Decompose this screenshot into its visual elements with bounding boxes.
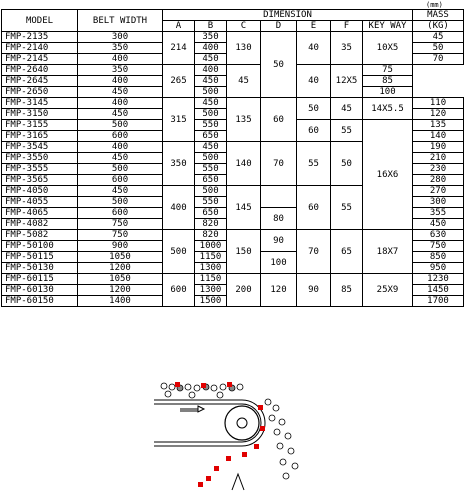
f-cell: 65 [331,230,363,274]
d-cell: 80 [261,208,297,230]
belt-width-cell: 350 [78,43,163,54]
b-header: B [195,21,227,32]
c-cell: 145 [227,186,261,230]
b-cell: 650 [195,208,227,219]
b-cell: 550 [195,120,227,131]
b-cell: 1000 [195,241,227,252]
mass-cell: 70 [413,54,464,65]
model-cell: FMP-2140 [2,43,78,54]
key-way-cell: 25X9 [363,274,413,307]
model-cell: FMP-60115 [2,274,78,285]
key-way-cell: 18X7 [363,230,413,274]
b-cell: 820 [195,219,227,230]
f-cell: 40 [297,65,331,98]
b-cell: 350 [195,32,227,43]
mass-cell: 1230 [413,274,464,285]
belt-width-cell: 450 [78,153,163,164]
d-cell [261,186,297,208]
b-cell: 450 [195,98,227,109]
model-cell: FMP-3550 [2,153,78,164]
belt-width-cell: 1050 [78,274,163,285]
b-cell: 1500 [195,296,227,307]
key-way-cell: 10X5 [363,32,413,65]
b-cell: 500 [195,153,227,164]
c-header: C [227,21,261,32]
key-way-header: KEY WAY [363,21,413,32]
mass-unit-header: (KG) [413,21,464,32]
mass-cell: 300 [413,197,464,208]
splitter-plate [232,474,244,490]
mass-cell: 355 [413,208,464,219]
magnetic-pulley [225,406,259,440]
model-cell: FMP-3145 [2,98,78,109]
mass-cell: 280 [413,175,464,186]
d-cell: 60 [261,98,297,142]
f-cell: 55 [331,120,363,142]
model-cell: FMP-2145 [2,54,78,65]
model-cell: FMP-50100 [2,241,78,252]
b-cell: 500 [195,186,227,197]
b-cell: 650 [195,131,227,142]
mass-cell: 140 [413,131,464,142]
d-cell: 50 [261,32,297,98]
e-cell: 60 [297,120,331,142]
belt-width-cell: 500 [78,197,163,208]
e-cell: 50 [297,98,331,120]
belt-width-cell: 1400 [78,296,163,307]
f-header: F [331,21,363,32]
mass-cell: 750 [413,241,464,252]
table-row [2,98,464,109]
mass-cell: 1450 [413,285,464,296]
model-cell: FMP-2650 [2,87,78,98]
model-header: MODEL [2,10,78,32]
f-cell: 45 [331,98,363,120]
c-cell: 140 [227,142,261,186]
a-cell: 214 [163,32,195,65]
mass-cell: 270 [413,186,464,197]
table-row [2,230,464,241]
key-way-cell: 16X6 [363,120,413,230]
mass-cell: 85 [363,76,413,87]
belt-width-cell: 1200 [78,285,163,296]
belt-width-cell: 400 [78,54,163,65]
belt-width-header: BELT WIDTH [78,10,163,32]
f-cell: 35 [331,32,363,65]
c-cell: 150 [227,230,261,274]
model-cell: FMP-4065 [2,208,78,219]
b-cell: 400 [195,65,227,76]
belt-width-cell: 500 [78,164,163,175]
b-cell: 450 [195,54,227,65]
belt-width-cell: 450 [78,186,163,197]
mass-cell: 45 [413,32,464,43]
a-header: A [163,21,195,32]
model-cell: FMP-60130 [2,285,78,296]
b-cell: 650 [195,175,227,186]
mass-cell: 230 [413,164,464,175]
a-cell: 500 [163,230,195,274]
a-cell: 350 [163,142,195,186]
mass-cell: 1700 [413,296,464,307]
belt-width-cell: 1200 [78,263,163,274]
e-cell: 40 [297,32,331,65]
mass-cell: 450 [413,219,464,230]
dimension-header: DIMENSION [163,10,413,21]
model-cell: FMP-3165 [2,131,78,142]
belt-width-cell: 350 [78,65,163,76]
e-cell: 45 [227,65,261,98]
b-cell: 500 [195,87,227,98]
model-cell: FMP-60150 [2,296,78,307]
e-header: E [297,21,331,32]
model-cell: FMP-2640 [2,65,78,76]
belt-width-cell: 600 [78,131,163,142]
header-row-1 [2,10,464,21]
b-cell: 500 [195,109,227,120]
mass-cell: 210 [413,153,464,164]
d-cell: 90 [261,230,297,252]
d-cell: 120 [261,274,297,307]
material-particles [161,383,298,479]
belt-width-cell: 400 [78,76,163,87]
model-cell: FMP-2135 [2,32,78,43]
belt-width-cell: 400 [78,98,163,109]
e-cell: 55 [297,142,331,186]
model-cell: FMP-3555 [2,164,78,175]
b-cell: 820 [195,230,227,241]
model-cell: FMP-3155 [2,120,78,131]
key-way-cell: 14X5.5 [363,98,413,120]
b-cell: 450 [195,76,227,87]
f-cell: 85 [331,274,363,307]
f-cell: 55 [331,186,363,230]
table-row [2,65,464,76]
model-cell: FMP-4050 [2,186,78,197]
a-cell: 400 [163,186,195,230]
belt-width-cell: 600 [78,175,163,186]
b-cell: 1150 [195,252,227,263]
b-cell: 450 [195,142,227,153]
d-cell: 100 [261,252,297,274]
unit-note: (mm) [426,1,443,9]
belt-width-cell: 750 [78,230,163,241]
direction-arrow-icon [180,406,204,412]
c-cell: 200 [227,274,261,307]
table-row [2,274,464,285]
belt-width-cell: 500 [78,120,163,131]
belt-width-cell: 300 [78,32,163,43]
specification-table [1,9,464,307]
e-cell: 70 [297,230,331,274]
b-cell: 400 [195,43,227,54]
d-header: D [261,21,297,32]
b-cell: 550 [195,197,227,208]
model-cell: FMP-5082 [2,230,78,241]
model-cell: FMP-2645 [2,76,78,87]
conveyor-separator-diagram [150,378,310,498]
mass-cell: 120 [413,109,464,120]
belt-width-cell: 900 [78,241,163,252]
model-cell: FMP-3565 [2,175,78,186]
e-cell: 60 [297,186,331,230]
mass-cell: 190 [413,142,464,153]
belt-width-cell: 400 [78,142,163,153]
e-cell: 90 [297,274,331,307]
table-row [2,32,464,43]
model-cell: FMP-4055 [2,197,78,208]
b-cell: 1150 [195,274,227,285]
model-cell: FMP-50115 [2,252,78,263]
belt-width-cell: 450 [78,109,163,120]
a-cell: 600 [163,274,195,307]
d-cell: 70 [261,142,297,186]
model-cell: FMP-4082 [2,219,78,230]
mass-header: MASS [413,10,464,21]
mass-cell: 950 [413,263,464,274]
mass-cell: 75 [363,65,413,76]
c-cell: 130 [227,32,261,65]
key-way-cell: 12X5 [331,65,363,98]
belt-width-cell: 600 [78,208,163,219]
mass-cell: 630 [413,230,464,241]
belt-width-cell: 750 [78,219,163,230]
mass-cell: 100 [363,87,413,98]
b-cell: 1300 [195,263,227,274]
c-cell: 135 [227,98,261,142]
b-cell: 550 [195,164,227,175]
model-cell: FMP-50130 [2,263,78,274]
mass-cell: 110 [413,98,464,109]
a-cell: 315 [163,98,195,142]
f-cell: 50 [331,142,363,186]
model-cell: FMP-3545 [2,142,78,153]
belt-width-cell: 1050 [78,252,163,263]
b-cell: 1300 [195,285,227,296]
model-cell: FMP-3150 [2,109,78,120]
mass-cell: 135 [413,120,464,131]
mass-cell: 50 [413,43,464,54]
mass-cell: 850 [413,252,464,263]
belt-width-cell: 450 [78,87,163,98]
a-cell: 265 [163,65,195,98]
